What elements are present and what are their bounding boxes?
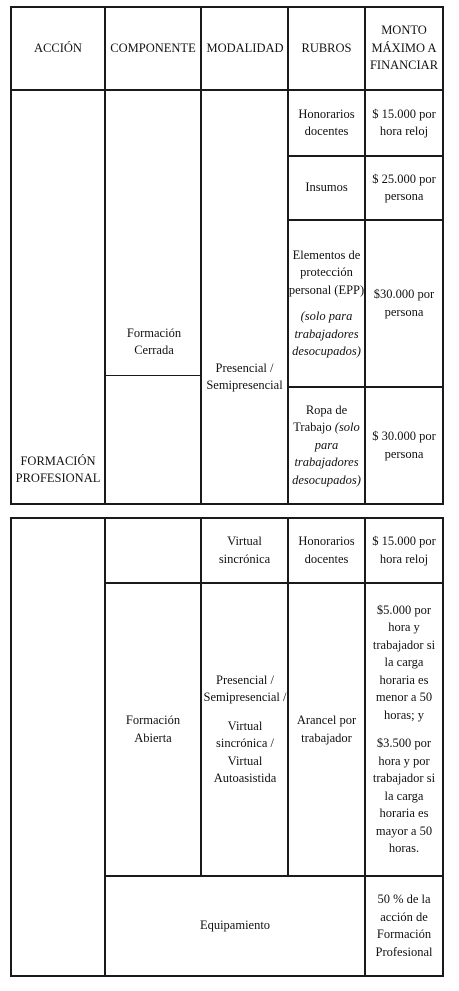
header-accion: ACCIÓN [34, 40, 82, 55]
header-componente: COMPONENTE [110, 40, 196, 55]
monto-insumos: $ 25.000 por persona [372, 171, 436, 203]
rubro-epp: Elementos de protección personal (EPP) (solo para trabajadores desocupados) [288, 221, 365, 386]
rubro-epp-note: (solo para trabajadores desocupados) [292, 309, 361, 358]
rubro-ropa-note: (solo para trabajadores desocupados) [292, 420, 361, 487]
rubro-honorarios-docentes-virtual: Honorarios docentes [298, 534, 355, 566]
componente-formacion-cerrada: Formación Cerrada [126, 325, 182, 357]
monto-epp: $30.000 por persona [373, 287, 435, 319]
rubro-equipamiento: Equipamiento [199, 918, 271, 933]
componente-formacion-abierta: Formación Abierta [125, 713, 181, 745]
monto-ropa-de-trabajo: $ 30.000 por persona [372, 429, 436, 461]
rubro-honorarios-docentes: Honorarios docentes [298, 106, 355, 138]
rubro-ropa-de-trabajo: Ropa de Trabajo (solo para trabajadores desocupados) [292, 402, 361, 487]
header-rubros: RUBROS [301, 40, 352, 55]
modalidad-abierta: Presencial / Semipresencial / Virtual sincrónica / Virtual Autoasistida [203, 672, 287, 785]
monto-equipamiento: 50 % de la acción de Formación Profesional [375, 892, 433, 959]
rubro-arancel-por-trabajador: Arancel por trabajador [296, 713, 357, 745]
monto-honorarios-docentes: $ 15.000 por hora reloj [372, 106, 436, 138]
monto-honorarios-virtual: $ 15.000 por hora reloj [372, 534, 436, 566]
header-modalidad: MODALIDAD [206, 40, 284, 55]
accion-formacion-profesional: FORMACIÓN PROFESIONAL [15, 453, 101, 485]
modalidad-virtual-sincronica: Virtual sincrónica [218, 534, 271, 566]
monto-arancel: $5.000 por hora y trabajador si la carga horaria es menor a 50 horas; y $3.500 por hora y por trabajador si la carga horaria es mayor a 50 horas. [372, 602, 436, 855]
modalidad-presencial-semipresencial: Presencial / Semipresencial [206, 360, 283, 392]
rubro-insumos: Insumos [305, 180, 348, 195]
header-monto: MONTO MÁXIMO A FINANCIAR [369, 23, 439, 73]
